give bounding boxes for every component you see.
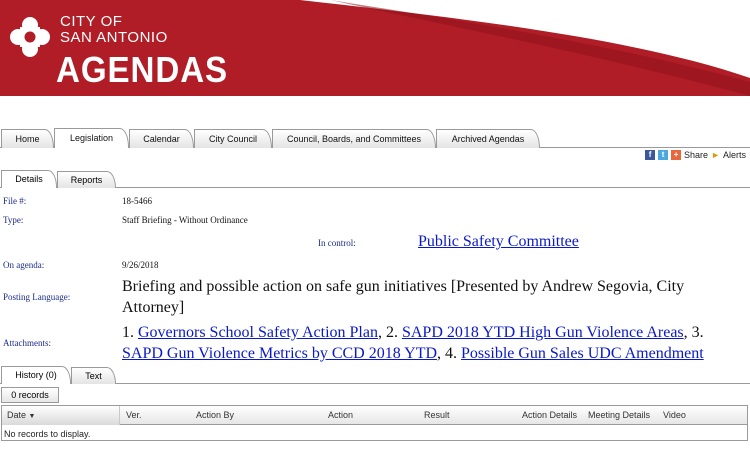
column-header-video[interactable]: Video (663, 410, 686, 420)
column-header-version[interactable]: Ver. (126, 410, 142, 420)
attachment-number: 4. (445, 345, 458, 362)
alerts-label[interactable]: Alerts (722, 150, 746, 160)
tab-reports[interactable]: Reports (57, 171, 116, 188)
tab-home[interactable]: Home (1, 129, 54, 148)
history-grid-header (2, 406, 747, 425)
column-header-action-by[interactable]: Action By (196, 410, 235, 420)
share-icon[interactable]: + (671, 150, 681, 160)
app-title: AGENDAS (56, 49, 229, 90)
in-control-label: In control: (318, 238, 356, 248)
column-header-date[interactable] (2, 406, 120, 425)
tab-history[interactable]: History (0) (1, 366, 71, 384)
empty-grid-message: No records to display. (4, 429, 91, 439)
tab-archived-agendas[interactable]: Archived Agendas (436, 129, 540, 148)
history-tabs (0, 366, 750, 384)
attachments-label: Attachments: (3, 338, 51, 348)
attachment-link-gun-violence-metrics[interactable]: SAPD Gun Violence Metrics by CCD 2018 YTD (122, 345, 438, 362)
file-number-label: File #: (3, 196, 27, 206)
city-name-line2: SAN ANTONIO (60, 29, 168, 46)
attachment-number: 2. (385, 324, 398, 341)
sign-in-link[interactable]: Sign In (711, 6, 744, 18)
on-agenda-label: On agenda: (3, 260, 45, 270)
type-value: Staff Briefing - Without Ordinance (122, 215, 248, 225)
twitter-icon[interactable]: t (658, 150, 668, 160)
tab-city-council[interactable]: City Council (194, 129, 272, 148)
posting-language-label: Posting Language: (3, 292, 71, 302)
on-agenda-value: 9/26/2018 (122, 260, 159, 270)
history-grid (1, 405, 748, 441)
column-header-result[interactable]: Result (424, 410, 450, 420)
attachment-number: 3. (691, 324, 704, 341)
facebook-icon[interactable]: f (645, 150, 655, 160)
tab-calendar[interactable]: Calendar (129, 129, 194, 148)
tab-text[interactable]: Text (71, 367, 116, 384)
in-control-link[interactable]: Public Safety Committee (418, 233, 579, 250)
city-name-line1: CITY OF (60, 13, 123, 30)
share-bar (645, 149, 746, 161)
share-label[interactable]: Share (684, 150, 709, 160)
attachments-list: 1. Governors School Safety Action Plan, 2. SAPD 2018 YTD High Gun Violence Areas, 3. SAPD Gun Violence Metrics by CCD 2018 YTD, 4. Possible Gun Sales UDC Amendment (122, 324, 704, 362)
tab-details[interactable]: Details (1, 170, 57, 188)
column-header-action-details[interactable]: Action Details (522, 410, 578, 420)
attachment-link-school-safety[interactable]: Governors School Safety Action Plan (138, 324, 378, 341)
main-nav-tabs (0, 128, 750, 148)
posting-language-value: Briefing and possible action on safe gun initiatives [Presented by Andrew Segovia, City Attorney] (122, 278, 685, 316)
tab-council-boards-committees[interactable]: Council, Boards, and Committees (272, 129, 436, 148)
tab-legislation[interactable]: Legislation (54, 128, 129, 148)
attachment-link-gun-sales-udc[interactable]: Possible Gun Sales UDC Amendment (461, 345, 704, 362)
city-logo-icon (10, 17, 50, 57)
records-count: 0 records (1, 387, 59, 403)
column-header-action[interactable]: Action (328, 410, 354, 420)
alerts-icon[interactable]: ► (711, 150, 720, 160)
column-header-date-label: Date (7, 410, 27, 420)
site-banner (0, 0, 750, 96)
detail-tabs (0, 170, 750, 188)
type-label: Type: (3, 215, 24, 225)
attachment-link-high-gun-violence[interactable]: SAPD 2018 YTD High Gun Violence Areas (401, 324, 684, 341)
sort-down-icon: ▼ (28, 413, 36, 420)
attachment-number: 1. (122, 324, 134, 341)
column-header-meeting-details[interactable]: Meeting Details (588, 410, 651, 420)
file-number-value: 18-5466 (122, 196, 152, 206)
